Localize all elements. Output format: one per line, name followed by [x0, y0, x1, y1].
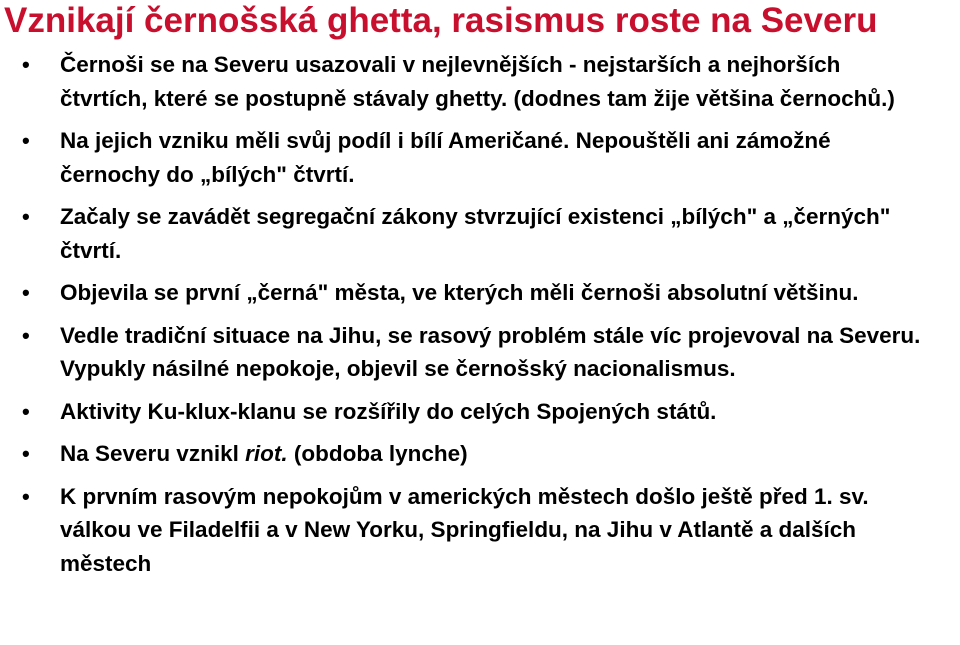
bullet-dot-icon: •	[22, 483, 30, 509]
bullet-item	[0, 200, 960, 267]
bullet-item	[0, 480, 960, 581]
bullet-dot-icon: •	[22, 441, 30, 466]
bullet-dot-icon: •	[22, 128, 30, 153]
bullet-dot-icon: •	[22, 204, 30, 229]
bullet-dot-icon: •	[22, 322, 30, 348]
bullet-item	[0, 276, 960, 310]
bullet-item	[0, 437, 960, 471]
bullet-text-emphasis: riot.	[245, 441, 288, 466]
bullet-dot-icon: •	[22, 398, 30, 424]
bullet-text: Na jejich vzniku měli svůj podíl i bílí Američané. Nepouštěli ani zámožné černochy do „bílých" čtvrtí.	[60, 128, 831, 187]
bullet-text-before: Na Severu vznikl	[60, 441, 246, 466]
bullet-item	[0, 395, 960, 429]
bullet-text: Začaly se zavádět segregační zákony stvrzující existenci „bílých" a „černých" čtvrtí.	[60, 204, 891, 263]
bullet-list	[0, 48, 960, 589]
bullet-text: K prvním rasovým nepokojům v amerických městech došlo ještě před 1. sv. válkou ve Filadelfii a v New Yorku, Springfieldu, na Jihu v Atlantě a dalších městech	[60, 483, 869, 576]
bullet-item	[0, 319, 960, 386]
bullet-item	[0, 124, 960, 191]
slide-title: Vznikají černošská ghetta, rasismus roste na Severu	[4, 1, 878, 40]
bullet-item	[0, 48, 960, 115]
bullet-text: Černoši se na Severu usazovali v nejlevnějších - nejstarších a nejhorších čtvrtích, které se postupně stávaly ghetty. (dodnes tam žije většina černochů.)	[60, 52, 895, 111]
bullet-text: Vedle tradiční situace na Jihu, se rasový problém stále víc projevoval na Severu. Vypukly násilné nepokoje, objevil se černošský nacionalismus.	[60, 322, 921, 381]
bullet-text: Objevila se první „černá" města, ve kterých měli černoši absolutní většinu.	[60, 280, 859, 305]
bullet-dot-icon: •	[22, 52, 30, 77]
bullet-text-after: (obdoba lynche)	[287, 441, 468, 466]
bullet-text: Aktivity Ku-klux-klanu se rozšířily do celých Spojených států.	[60, 398, 717, 424]
bullet-dot-icon: •	[22, 280, 30, 305]
